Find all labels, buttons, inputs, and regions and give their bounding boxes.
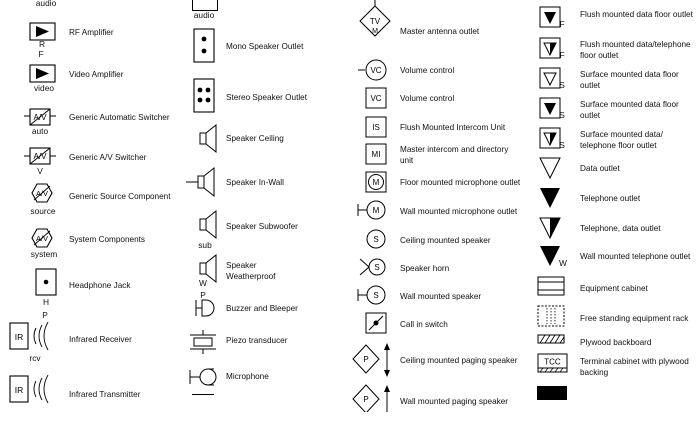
ir-glyph: IR bbox=[14, 385, 24, 395]
headphone-jack-symbol bbox=[0, 268, 60, 320]
legend-label: Wall mounted telephone outlet bbox=[580, 252, 691, 261]
legend-label: Telephone outlet bbox=[580, 194, 641, 203]
legend-label: Stereo Speaker Outlet bbox=[226, 93, 308, 102]
symbol-caption: P bbox=[42, 310, 48, 320]
legend-item-stereo-speaker-outlet bbox=[180, 78, 355, 118]
volume-control-circle-symbol bbox=[356, 58, 396, 84]
symbol-caption: sub bbox=[198, 240, 212, 250]
wall-paging-speaker-symbol bbox=[350, 382, 394, 412]
vc-glyph: VC bbox=[370, 66, 382, 75]
equipment-cabinet-symbol bbox=[537, 276, 569, 302]
legend-label: Ceiling mounted paging speaker bbox=[400, 356, 518, 365]
mono-speaker-outlet-symbol bbox=[190, 28, 230, 68]
legend-label: Ceiling mounted speaker bbox=[400, 236, 491, 245]
legend-item-headphone-jack bbox=[0, 268, 175, 320]
legend-label: Piezo transducer bbox=[226, 336, 288, 345]
plywood-backboard-symbol bbox=[537, 333, 569, 353]
m-glyph: M bbox=[372, 28, 378, 35]
terminal-cabinet-symbol bbox=[537, 352, 571, 378]
legend-label: Flush mounted data floor outlet bbox=[580, 10, 693, 19]
legend-label: Volume control bbox=[400, 66, 455, 75]
legend-label: Call in switch bbox=[400, 320, 448, 329]
symbol-caption: W bbox=[199, 278, 207, 288]
legend-label: Speaker In-Wall bbox=[226, 178, 284, 187]
legend-label: Surface mounted data/ telephone floor outlet bbox=[580, 130, 663, 150]
legend-label: Wall mounted microphone outlet bbox=[400, 207, 518, 216]
legend-item-wall-paging-speaker bbox=[355, 382, 535, 422]
master-antenna-outlet-symbol bbox=[358, 0, 398, 42]
legend-label: RF Amplifier bbox=[69, 28, 114, 37]
rf-amplifier-symbol bbox=[0, 18, 60, 58]
av-glyph: A/V bbox=[35, 234, 49, 243]
legend-label: Equipment cabinet bbox=[580, 284, 648, 293]
legend-item-master-antenna-outlet bbox=[355, 0, 535, 40]
speaker-horn-symbol bbox=[356, 255, 396, 281]
legend-label: Microphone bbox=[226, 372, 269, 381]
symbol-caption: R bbox=[38, 39, 46, 49]
speaker-ceiling-symbol bbox=[190, 122, 230, 162]
legend-item-buzzer-bleeper bbox=[180, 292, 355, 332]
legend-label: Surface mounted data floor outlet bbox=[580, 70, 679, 90]
ir-glyph: IR bbox=[14, 332, 24, 342]
symbol-caption: rcv bbox=[29, 353, 41, 363]
legend-label: System Components bbox=[69, 235, 145, 244]
infrared-transmitter-symbol bbox=[0, 375, 60, 415]
legend-label: Infrared Receiver bbox=[69, 335, 132, 344]
legend-label: Flush mounted data/telephone floor outlet bbox=[580, 40, 691, 60]
legend-label: Free standing equipment rack bbox=[580, 314, 689, 323]
legend-item-av-switcher bbox=[0, 144, 175, 184]
legend-label: Generic Automatic Switcher bbox=[69, 113, 170, 122]
legend-label: Floor mounted microphone outlet bbox=[400, 178, 521, 187]
legend-label: Infrared Transmitter bbox=[69, 390, 141, 399]
legend-item-mono-speaker-outlet bbox=[180, 28, 355, 68]
legend-label: Generic Source Component bbox=[69, 192, 171, 201]
symbol-caption: F bbox=[559, 19, 565, 29]
data-outlet-symbol bbox=[537, 156, 569, 182]
stereo-speaker-outlet-symbol bbox=[190, 78, 230, 118]
infrared-receiver-symbol bbox=[0, 322, 60, 362]
automatic-switcher-symbol bbox=[0, 106, 60, 146]
s-glyph: S bbox=[374, 263, 380, 272]
legend-label: Wall mounted speaker bbox=[400, 292, 482, 301]
legend-label: Master intercom and directory unit bbox=[400, 145, 509, 165]
legend-label: Speaker horn bbox=[400, 264, 450, 273]
buzzer-symbol bbox=[190, 292, 230, 332]
symbol-caption: S bbox=[559, 110, 565, 120]
legend-label: Speaker Ceiling bbox=[226, 134, 284, 143]
is-glyph: IS bbox=[372, 123, 380, 132]
symbol-caption: system bbox=[30, 249, 58, 259]
ceiling-paging-speaker-symbol bbox=[350, 340, 394, 380]
p-glyph: P bbox=[363, 355, 369, 364]
legend-label: Data outlet bbox=[580, 164, 620, 173]
av-glyph: A/V bbox=[35, 189, 49, 198]
speaker-in-wall-symbol bbox=[184, 166, 224, 206]
legend-label: Generic A/V Switcher bbox=[69, 153, 147, 162]
legend-label: Video Amplifier bbox=[69, 70, 124, 79]
legend-label: Wall mounted paging speaker bbox=[400, 397, 509, 406]
legend-item-speaker-weatherproof bbox=[180, 252, 355, 292]
symbol-caption: F bbox=[38, 49, 44, 59]
wall-mic-outlet-symbol bbox=[356, 198, 396, 224]
legend-label: Terminal cabinet with plywood backing bbox=[580, 357, 689, 377]
legend-item-speaker-subwoofer bbox=[180, 208, 355, 248]
legend-label: Buzzer and Bleeper bbox=[226, 304, 298, 313]
m-glyph: M bbox=[372, 206, 380, 215]
call-in-switch-symbol bbox=[356, 311, 396, 337]
ceiling-speaker-symbol bbox=[356, 227, 396, 253]
source-component-symbol bbox=[0, 182, 60, 222]
column-data-telephone-outlets bbox=[535, 0, 700, 400]
symbol-caption: video bbox=[33, 83, 55, 93]
mi-glyph: MI bbox=[371, 150, 381, 159]
wall-speaker-symbol bbox=[356, 283, 396, 309]
legend-label: Flush Mounted Intercom Unit bbox=[400, 123, 506, 132]
column-intercom-components bbox=[355, 0, 535, 406]
symbol-caption: audio bbox=[193, 10, 215, 20]
av-glyph: A/V bbox=[33, 113, 47, 122]
s-glyph: S bbox=[373, 291, 379, 300]
legend-label: Telephone, data outlet bbox=[580, 224, 661, 233]
legend-label: Volume control bbox=[400, 94, 455, 103]
av-switcher-symbol bbox=[0, 144, 60, 184]
legend-label: Master antenna outlet bbox=[400, 27, 480, 36]
system-components-symbol bbox=[0, 227, 60, 267]
symbol-caption: S bbox=[559, 80, 565, 90]
legend-item-system-components bbox=[0, 227, 175, 267]
legend-label: Plywood backboard bbox=[580, 338, 652, 347]
symbol-caption: W bbox=[559, 258, 567, 268]
legend-item-rf-amplifier bbox=[0, 18, 175, 58]
symbol-caption: S bbox=[559, 140, 565, 150]
legend-item-speaker-in-wall bbox=[180, 166, 355, 206]
video-amplifier-symbol bbox=[0, 62, 60, 102]
s-glyph: S bbox=[373, 235, 379, 244]
legend-item-ceiling-paging-speaker bbox=[355, 340, 535, 380]
symbol-caption: F bbox=[559, 50, 565, 60]
legend-item-automatic-switcher bbox=[0, 106, 175, 146]
legend-label: Headphone Jack bbox=[69, 281, 131, 290]
vc-glyph: VC bbox=[370, 94, 382, 103]
legend-label: Mono Speaker Outlet bbox=[226, 42, 304, 51]
symbol-caption: P bbox=[200, 290, 206, 300]
column-av-components bbox=[0, 0, 180, 400]
legend-item-speaker-ceiling bbox=[180, 122, 355, 162]
volume-control-square-symbol bbox=[356, 86, 396, 112]
av-glyph: A/V bbox=[33, 152, 47, 161]
equipment-rack-symbol bbox=[537, 305, 569, 331]
m-glyph: M bbox=[372, 178, 380, 187]
symbol-caption: audio bbox=[35, 0, 57, 8]
symbol-caption: source bbox=[30, 206, 56, 216]
legend-item-video-amplifier bbox=[0, 62, 175, 102]
symbol-caption: H bbox=[42, 297, 50, 307]
legend-item-infrared-transmitter bbox=[0, 375, 175, 415]
symbol-caption: V bbox=[37, 166, 43, 176]
tv-glyph: TV bbox=[369, 17, 381, 26]
telephone-outlet-symbol bbox=[537, 186, 569, 212]
p-glyph: P bbox=[363, 395, 369, 404]
legend-label: Speaker Weatherproof bbox=[226, 261, 276, 281]
column-speaker-components bbox=[180, 0, 355, 400]
symbol-caption: auto bbox=[31, 126, 49, 136]
floor-mic-outlet-symbol bbox=[356, 170, 396, 196]
tcc-glyph: TCC bbox=[544, 357, 561, 367]
flush-intercom-symbol bbox=[356, 115, 396, 141]
legend-label: Speaker Subwoofer bbox=[226, 222, 298, 231]
telephone-data-outlet-symbol bbox=[537, 216, 569, 242]
master-intercom-symbol bbox=[356, 142, 396, 168]
legend-item-source-component bbox=[0, 182, 175, 222]
legend-label: Surface mounted data floor outlet bbox=[580, 100, 679, 120]
partial-symbol-block bbox=[537, 386, 567, 400]
legend-item-infrared-receiver bbox=[0, 322, 175, 362]
